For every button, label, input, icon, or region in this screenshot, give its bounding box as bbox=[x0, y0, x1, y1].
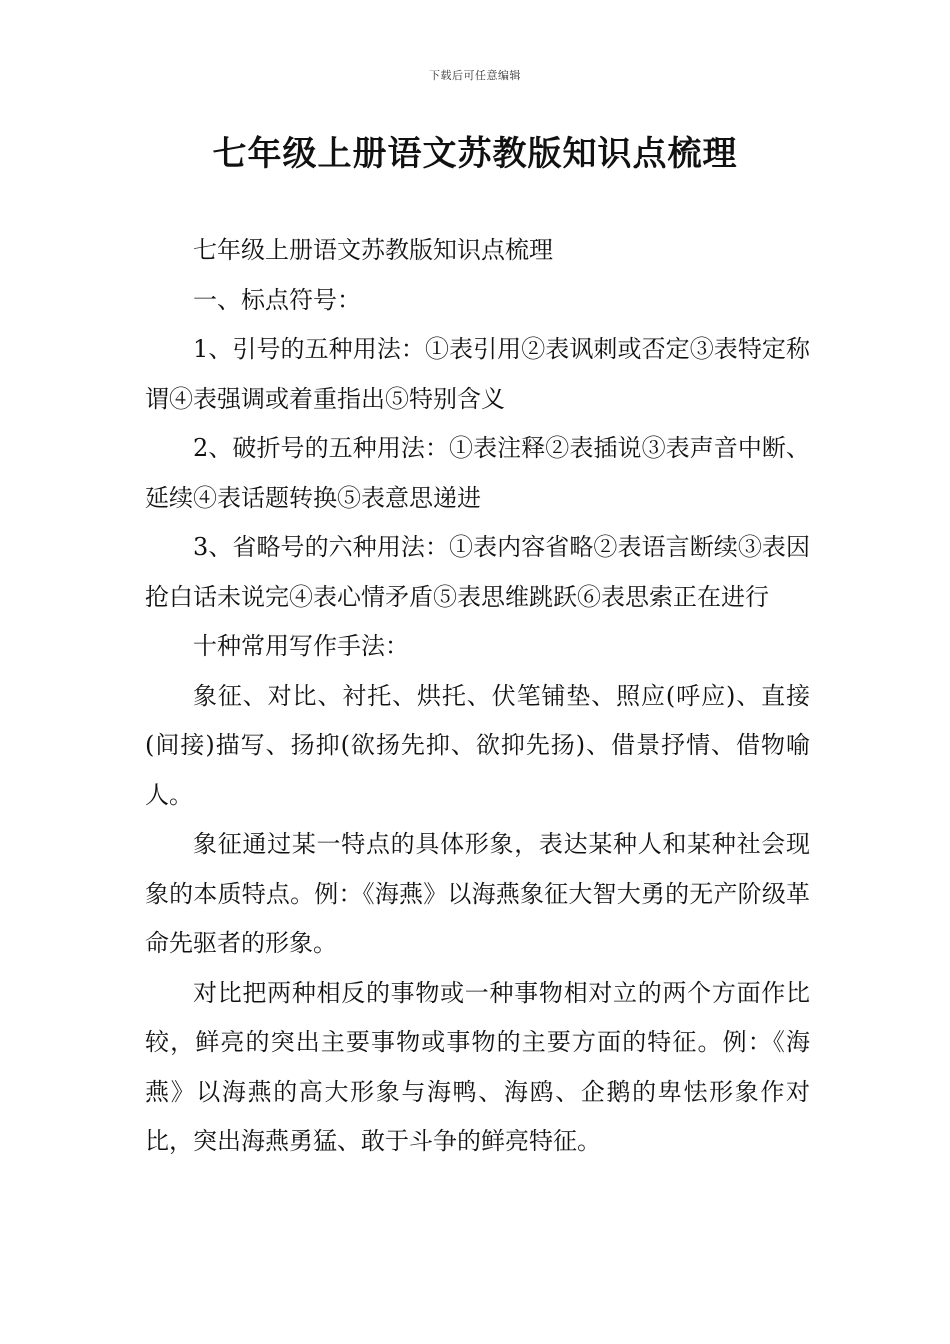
document-body bbox=[145, 226, 810, 1167]
paragraph-writing-techniques-list: 象征、对比、衬托、烘托、伏笔铺垫、照应(呼应)、直接(间接)描写、扬抑(欲扬先抑、欲抑先扬)、借景抒情、借物喻人。 bbox=[145, 681, 810, 809]
paragraph-symbolism: 象征通过某一特点的具体形象，表达某种人和某种社会现象的本质特点。例：《海燕》以海燕象征大智大勇的无产阶级革命先驱者的形象。 bbox=[145, 830, 810, 957]
paragraph-section-heading: 一、标点符号： bbox=[193, 285, 361, 314]
paragraph-contrast: 对比把两种相反的事物或一种事物相对立的两个方面作比较，鲜亮的突出主要事物或事物的主要方面的特征。例：《海燕》以海燕的高大形象与海鸭、海鸥、企鹅的卑怯形象作对比，突出海燕勇猛、敢于斗争的鲜亮特征。 bbox=[145, 978, 810, 1155]
paragraph-dash: 2、破折号的五种用法：①表注释②表插说③表声音中断、延续④表话题转换⑤表意思递进 bbox=[145, 434, 810, 512]
document-title: 七年级上册语文苏教版知识点梳理 bbox=[212, 134, 738, 174]
header-note: 下载后可任意编辑 bbox=[429, 69, 521, 82]
paragraph-quotation-marks: 1、引号的五种用法：①表引用②表讽刺或否定③表特定称谓④表强调或着重指出⑤特别含义 bbox=[145, 335, 810, 413]
paragraph-ellipsis: 3、省略号的六种用法：①表内容省略②表语言断续③表因抢白话未说完④表心情矛盾⑤表思维跳跃⑥表思索正在进行 bbox=[145, 533, 810, 611]
paragraph-writing-techniques-heading: 十种常用写作手法： bbox=[193, 632, 409, 660]
paragraph-subtitle: 七年级上册语文苏教版知识点梳理 bbox=[193, 236, 553, 264]
